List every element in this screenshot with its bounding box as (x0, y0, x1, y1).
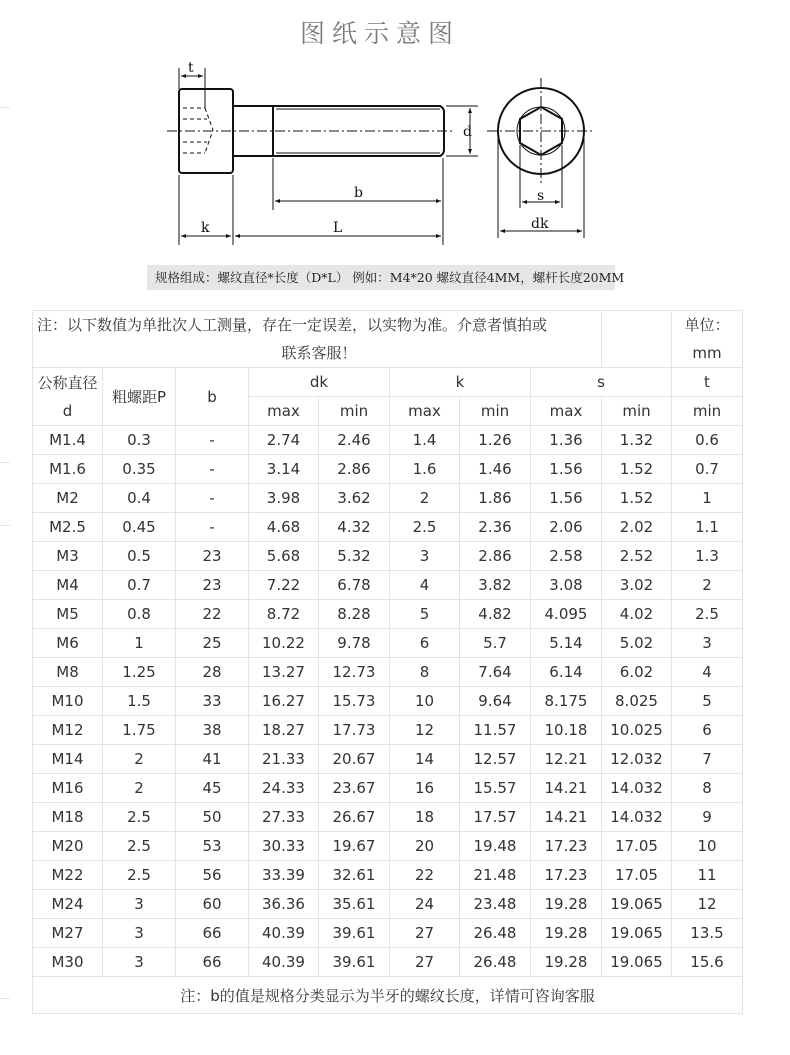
cell-s-max: 2.06 (531, 513, 602, 542)
cell-dk-min: 17.73 (319, 716, 390, 745)
cell-k-min: 12.57 (460, 745, 531, 774)
cell-s-min: 5.02 (602, 629, 672, 658)
cell-dk-min: 39.61 (319, 919, 390, 948)
cell-p: 2 (103, 774, 176, 803)
cell-dk-max: 8.72 (249, 600, 319, 629)
cell-t-min: 0.6 (672, 426, 743, 455)
cell-s-min: 19.065 (602, 919, 672, 948)
cell-dk-max: 13.27 (249, 658, 319, 687)
table-row (33, 919, 743, 948)
cell-dk-max: 24.33 (249, 774, 319, 803)
cell-dk-max: 3.14 (249, 455, 319, 484)
cell-d: M10 (33, 687, 103, 716)
cell-t-min: 13.5 (672, 919, 743, 948)
cell-dk-min: 2.46 (319, 426, 390, 455)
cell-k-min: 5.7 (460, 629, 531, 658)
cell-p: 0.45 (103, 513, 176, 542)
cell-s-min: 12.032 (602, 745, 672, 774)
table-row (33, 716, 743, 745)
cell-t-min: 2 (672, 571, 743, 600)
cell-k-max: 10 (390, 687, 460, 716)
cell-d: M24 (33, 890, 103, 919)
table-row (33, 513, 743, 542)
cell-k-min: 17.57 (460, 803, 531, 832)
cell-s-max: 19.28 (531, 890, 602, 919)
label-d: d (463, 124, 472, 140)
cell-b: 22 (176, 600, 249, 629)
cell-s-min: 6.02 (602, 658, 672, 687)
cell-b: 50 (176, 803, 249, 832)
header-t: t (672, 368, 743, 397)
table-row (33, 861, 743, 890)
cell-s-max: 12.21 (531, 745, 602, 774)
header-s: s (531, 368, 672, 397)
cell-d: M20 (33, 832, 103, 861)
cell-d: M2 (33, 484, 103, 513)
cell-t-min: 8 (672, 774, 743, 803)
table-row (33, 484, 743, 513)
cell-k-max: 24 (390, 890, 460, 919)
cell-s-min: 10.025 (602, 716, 672, 745)
cell-b: 53 (176, 832, 249, 861)
table-row (33, 629, 743, 658)
cell-dk-max: 27.33 (249, 803, 319, 832)
cell-dk-min: 4.32 (319, 513, 390, 542)
table-row (33, 687, 743, 716)
cell-p: 2 (103, 745, 176, 774)
cell-k-min: 11.57 (460, 716, 531, 745)
cell-t-min: 1.1 (672, 513, 743, 542)
cell-k-max: 16 (390, 774, 460, 803)
cell-dk-max: 7.22 (249, 571, 319, 600)
cell-dk-min: 39.61 (319, 948, 390, 977)
cell-dk-min: 20.67 (319, 745, 390, 774)
cell-d: M18 (33, 803, 103, 832)
cell-k-max: 8 (390, 658, 460, 687)
table-row (33, 774, 743, 803)
note-line-1: 注：以下数值为单批次人工测量，存在一定误差，以实物为准。介意者慎拍或 (37, 316, 548, 334)
cell-s-max: 1.56 (531, 455, 602, 484)
cell-dk-min: 2.86 (319, 455, 390, 484)
cell-d: M4 (33, 571, 103, 600)
cell-k-min: 1.46 (460, 455, 531, 484)
cell-dk-min: 12.73 (319, 658, 390, 687)
header-b: b (176, 368, 249, 426)
cell-t-min: 7 (672, 745, 743, 774)
cell-k-min: 21.48 (460, 861, 531, 890)
cell-t-min: 2.5 (672, 600, 743, 629)
header-dk-min: min (319, 397, 390, 426)
table-row (33, 426, 743, 455)
cell-s-max: 8.175 (531, 687, 602, 716)
cell-k-min: 23.48 (460, 890, 531, 919)
cell-s-max: 19.28 (531, 919, 602, 948)
cell-k-max: 2.5 (390, 513, 460, 542)
cell-p: 3 (103, 948, 176, 977)
cell-dk-max: 10.22 (249, 629, 319, 658)
cell-dk-max: 21.33 (249, 745, 319, 774)
cell-p: 1.5 (103, 687, 176, 716)
cell-s-min: 4.02 (602, 600, 672, 629)
cell-dk-min: 26.67 (319, 803, 390, 832)
cell-s-max: 10.18 (531, 716, 602, 745)
cell-s-min: 17.05 (602, 832, 672, 861)
cell-b: 66 (176, 948, 249, 977)
blank-cell (602, 311, 672, 368)
cell-s-max: 17.23 (531, 861, 602, 890)
edge-mark (0, 107, 10, 108)
cell-dk-max: 40.39 (249, 919, 319, 948)
cell-s-max: 5.14 (531, 629, 602, 658)
header-text: d (62, 401, 73, 420)
cell-k-min: 4.82 (460, 600, 531, 629)
bolt-drawing (160, 55, 620, 255)
cell-k-max: 3 (390, 542, 460, 571)
cell-t-min: 10 (672, 832, 743, 861)
cell-k-min: 1.86 (460, 484, 531, 513)
label-L: L (333, 220, 343, 236)
cell-s-min: 1.52 (602, 484, 672, 513)
header-t-min: min (672, 397, 743, 426)
cell-d: M8 (33, 658, 103, 687)
table-row (33, 832, 743, 861)
cell-t-min: 3 (672, 629, 743, 658)
cell-p: 0.7 (103, 571, 176, 600)
cell-dk-min: 3.62 (319, 484, 390, 513)
cell-k-min: 1.26 (460, 426, 531, 455)
cell-s-max: 14.21 (531, 803, 602, 832)
cell-t-min: 4 (672, 658, 743, 687)
page-title: 图纸示意图 (299, 19, 460, 48)
label-t: t (188, 60, 194, 76)
table-row (33, 658, 743, 687)
label-k: k (201, 220, 210, 236)
cell-k-min: 26.48 (460, 919, 531, 948)
footer-row (33, 977, 743, 1014)
cell-t-min: 1 (672, 484, 743, 513)
cell-k-max: 1.6 (390, 455, 460, 484)
cell-t-min: 15.6 (672, 948, 743, 977)
cell-b: 33 (176, 687, 249, 716)
cell-b: - (176, 513, 249, 542)
cell-k-max: 2 (390, 484, 460, 513)
cell-p: 0.35 (103, 455, 176, 484)
cell-k-min: 7.64 (460, 658, 531, 687)
cell-b: - (176, 426, 249, 455)
cell-d: M14 (33, 745, 103, 774)
note-line-2: 联系客服！ (281, 344, 357, 362)
header-nominal-diameter (33, 368, 103, 426)
unit-value: mm (692, 344, 722, 362)
cell-d: M27 (33, 919, 103, 948)
cell-d: M1.6 (33, 455, 103, 484)
cell-k-max: 6 (390, 629, 460, 658)
cell-b: 23 (176, 542, 249, 571)
cell-dk-min: 23.67 (319, 774, 390, 803)
cell-dk-max: 5.68 (249, 542, 319, 571)
table-row (33, 890, 743, 919)
cell-b: 60 (176, 890, 249, 919)
cell-b: 25 (176, 629, 249, 658)
cell-k-max: 27 (390, 948, 460, 977)
cell-b: 56 (176, 861, 249, 890)
cell-s-max: 17.23 (531, 832, 602, 861)
cell-s-max: 2.58 (531, 542, 602, 571)
cell-d: M6 (33, 629, 103, 658)
cell-p: 3 (103, 890, 176, 919)
cell-s-max: 1.36 (531, 426, 602, 455)
cell-p: 3 (103, 919, 176, 948)
table-row (33, 455, 743, 484)
cell-dk-max: 4.68 (249, 513, 319, 542)
cell-dk-max: 33.39 (249, 861, 319, 890)
cell-k-min: 2.36 (460, 513, 531, 542)
header-k-max: max (390, 397, 460, 426)
cell-d: M12 (33, 716, 103, 745)
cell-t-min: 5 (672, 687, 743, 716)
cell-p: 0.8 (103, 600, 176, 629)
cell-dk-max: 40.39 (249, 948, 319, 977)
cell-k-min: 3.82 (460, 571, 531, 600)
cell-k-max: 4 (390, 571, 460, 600)
cell-b: 41 (176, 745, 249, 774)
cell-k-max: 22 (390, 861, 460, 890)
cell-b: 28 (176, 658, 249, 687)
cell-k-max: 1.4 (390, 426, 460, 455)
header-dk-max: max (249, 397, 319, 426)
cell-d: M30 (33, 948, 103, 977)
header-dk: dk (249, 368, 390, 397)
cell-s-min: 2.52 (602, 542, 672, 571)
measurement-note (33, 311, 602, 368)
cell-dk-min: 15.73 (319, 687, 390, 716)
cell-k-max: 20 (390, 832, 460, 861)
cell-p: 1.25 (103, 658, 176, 687)
header-k-min: min (460, 397, 531, 426)
cell-t-min: 12 (672, 890, 743, 919)
header-s-max: max (531, 397, 602, 426)
cell-dk-max: 36.36 (249, 890, 319, 919)
table-row (33, 600, 743, 629)
cell-dk-min: 19.67 (319, 832, 390, 861)
header-pitch: 粗螺距P (103, 368, 176, 426)
cell-dk-min: 35.61 (319, 890, 390, 919)
header-k: k (390, 368, 531, 397)
cell-dk-min: 6.78 (319, 571, 390, 600)
cell-s-min: 19.065 (602, 890, 672, 919)
cell-p: 0.5 (103, 542, 176, 571)
cell-p: 2.5 (103, 803, 176, 832)
edge-mark (0, 998, 10, 999)
cell-t-min: 9 (672, 803, 743, 832)
cell-b: 66 (176, 919, 249, 948)
footer-note: 注：b的值是规格分类显示为半牙的螺纹长度，详情可咨询客服 (33, 977, 743, 1014)
cell-s-max: 3.08 (531, 571, 602, 600)
edge-mark (0, 462, 10, 463)
cell-p: 2.5 (103, 861, 176, 890)
unit-label: 单位： (684, 316, 730, 334)
cell-s-max: 1.56 (531, 484, 602, 513)
cell-b: - (176, 484, 249, 513)
cell-p: 0.3 (103, 426, 176, 455)
cell-k-min: 9.64 (460, 687, 531, 716)
table-row (33, 571, 743, 600)
label-s: s (537, 188, 545, 204)
cell-s-min: 14.032 (602, 803, 672, 832)
cell-s-min: 1.32 (602, 426, 672, 455)
cell-dk-min: 8.28 (319, 600, 390, 629)
spec-format-caption: 规格组成：螺纹直径*长度（D*L） 例如：M4*20 螺纹直径4MM，螺杆长度20MM (147, 265, 615, 290)
table-row (33, 745, 743, 774)
cell-k-max: 5 (390, 600, 460, 629)
cell-k-max: 27 (390, 919, 460, 948)
cell-b: 23 (176, 571, 249, 600)
cell-t-min: 0.7 (672, 455, 743, 484)
cell-d: M1.4 (33, 426, 103, 455)
cell-k-min: 2.86 (460, 542, 531, 571)
cell-s-min: 1.52 (602, 455, 672, 484)
cell-d: M5 (33, 600, 103, 629)
cell-b: - (176, 455, 249, 484)
cell-dk-max: 2.74 (249, 426, 319, 455)
cell-dk-max: 16.27 (249, 687, 319, 716)
cell-s-min: 17.05 (602, 861, 672, 890)
cell-s-max: 4.095 (531, 600, 602, 629)
cell-dk-min: 9.78 (319, 629, 390, 658)
cell-p: 2.5 (103, 832, 176, 861)
cell-d: M3 (33, 542, 103, 571)
cell-b: 45 (176, 774, 249, 803)
cell-t-min: 11 (672, 861, 743, 890)
cell-dk-max: 30.33 (249, 832, 319, 861)
table-row (33, 542, 743, 571)
cell-k-max: 12 (390, 716, 460, 745)
cell-t-min: 1.3 (672, 542, 743, 571)
cell-s-min: 8.025 (602, 687, 672, 716)
table-row (33, 948, 743, 977)
cell-k-min: 19.48 (460, 832, 531, 861)
table-row (33, 803, 743, 832)
spec-table (32, 310, 743, 1014)
edge-mark (0, 525, 10, 526)
cell-s-max: 19.28 (531, 948, 602, 977)
cell-dk-min: 5.32 (319, 542, 390, 571)
cell-dk-max: 18.27 (249, 716, 319, 745)
cell-dk-max: 3.98 (249, 484, 319, 513)
cell-s-max: 14.21 (531, 774, 602, 803)
label-b: b (354, 185, 363, 201)
cell-d: M2.5 (33, 513, 103, 542)
cell-p: 0.4 (103, 484, 176, 513)
cell-s-min: 19.065 (602, 948, 672, 977)
cell-k-min: 15.57 (460, 774, 531, 803)
cell-s-min: 14.032 (602, 774, 672, 803)
cell-k-max: 14 (390, 745, 460, 774)
cell-t-min: 6 (672, 716, 743, 745)
cell-p: 1 (103, 629, 176, 658)
cell-s-min: 2.02 (602, 513, 672, 542)
cell-dk-min: 32.61 (319, 861, 390, 890)
unit-cell (672, 311, 743, 368)
header-s-min: min (602, 397, 672, 426)
cell-p: 1.75 (103, 716, 176, 745)
header-text: 公称直径 (37, 373, 98, 392)
label-dk: dk (531, 216, 549, 232)
cell-s-min: 3.02 (602, 571, 672, 600)
cell-d: M16 (33, 774, 103, 803)
cell-d: M22 (33, 861, 103, 890)
cell-s-max: 6.14 (531, 658, 602, 687)
cell-k-min: 26.48 (460, 948, 531, 977)
cell-k-max: 18 (390, 803, 460, 832)
cell-b: 38 (176, 716, 249, 745)
